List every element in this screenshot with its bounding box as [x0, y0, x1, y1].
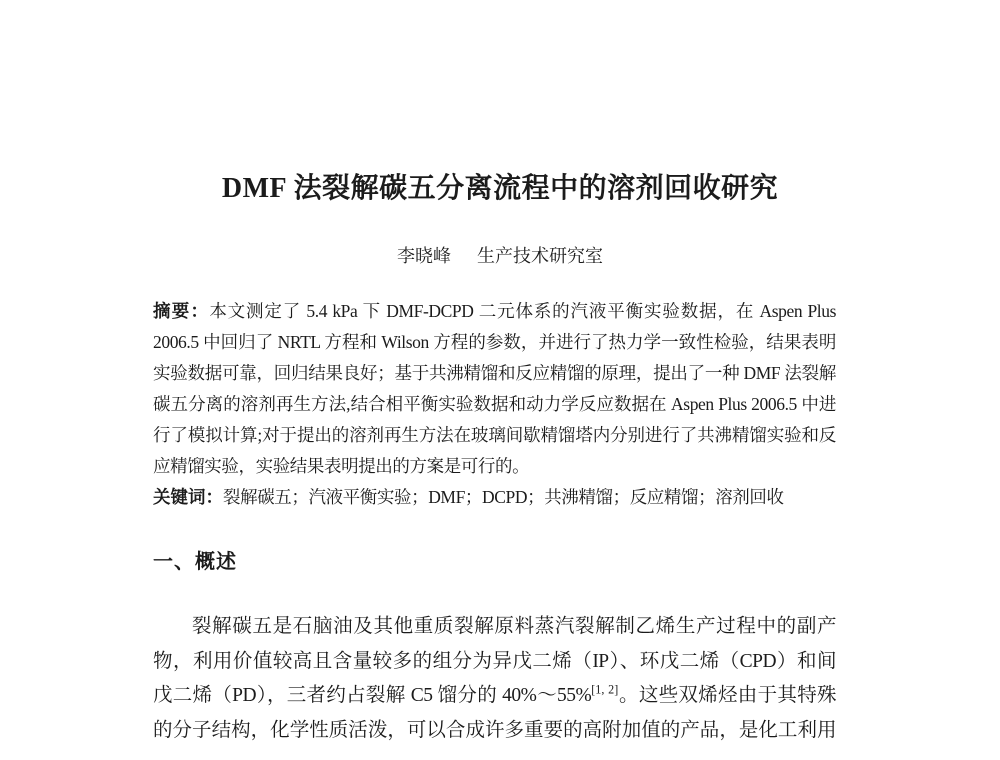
abstract-line: 2006.5 中回归了 NRTL 方程和 Wilson 方程的参数，并进行了热力学一致性检验，结果表明: [153, 332, 836, 352]
abstract-line: 行了模拟计算;对于提出的溶剂再生方法在玻璃间歇精馏塔内分别进行了共沸精馏实验和反: [153, 425, 836, 445]
keywords-label: 关键词：: [153, 487, 223, 507]
keywords-line: [153, 482, 836, 513]
abstract-label: 摘要：: [153, 301, 210, 321]
abstract-line-text: 本文测定了 5.4 kPa 下 DMF-DCPD 二元体系的汽液平衡实验数据，在 Aspen Plus: [209, 301, 836, 321]
section-heading: 一、概述: [153, 551, 237, 573]
keywords-text: 裂解碳五；汽液平衡实验；DMF；DCPD；共沸精馏；反应精馏；溶剂回收: [223, 487, 784, 507]
abstract-line: 碳五分离的溶剂再生方法,结合相平衡实验数据和动力学反应数据在 Aspen Plus 2006.5 中进: [153, 394, 836, 414]
paragraph-line-text: 戊二烯（PD），三者约占裂解 C5 馏分的 40%～55%: [153, 685, 592, 706]
paragraph-line: 的分子结构，化学性质活泼，可以合成许多重要的高附加值的产品，是化工利用: [153, 719, 836, 741]
author-affiliation: 生产技术研究室: [477, 246, 603, 266]
abstract-line: 实验数据可靠，回归结果良好；基于共沸精馏和反应精馏的原理，提出了一种 DMF 法裂解: [153, 363, 836, 383]
paper-title: DMF 法裂解碳五分离流程中的溶剂回收研究: [221, 173, 779, 204]
byline: [0, 243, 1000, 269]
abstract-line: 应精馏实验，实验结果表明提出的方案是可行的。: [153, 456, 530, 476]
abstract-line: [153, 296, 836, 327]
body-paragraph: [153, 610, 836, 748]
paragraph-line: 物，利用价值较高且含量较多的组分为异戊二烯（IP）、环戊二烯（CPD）和间: [153, 650, 836, 672]
citation-superscript: [1, 2]: [591, 682, 619, 697]
author-name: 李晓峰: [397, 246, 451, 266]
paragraph-line-text: 。这些双烯烃由于其特殊: [618, 685, 836, 706]
paragraph-line: [153, 679, 836, 714]
paragraph-line: 裂解碳五是石脑油及其他重质裂解原料蒸汽裂解制乙烯生产过程中的副产: [192, 616, 836, 637]
abstract-block: [153, 296, 836, 513]
